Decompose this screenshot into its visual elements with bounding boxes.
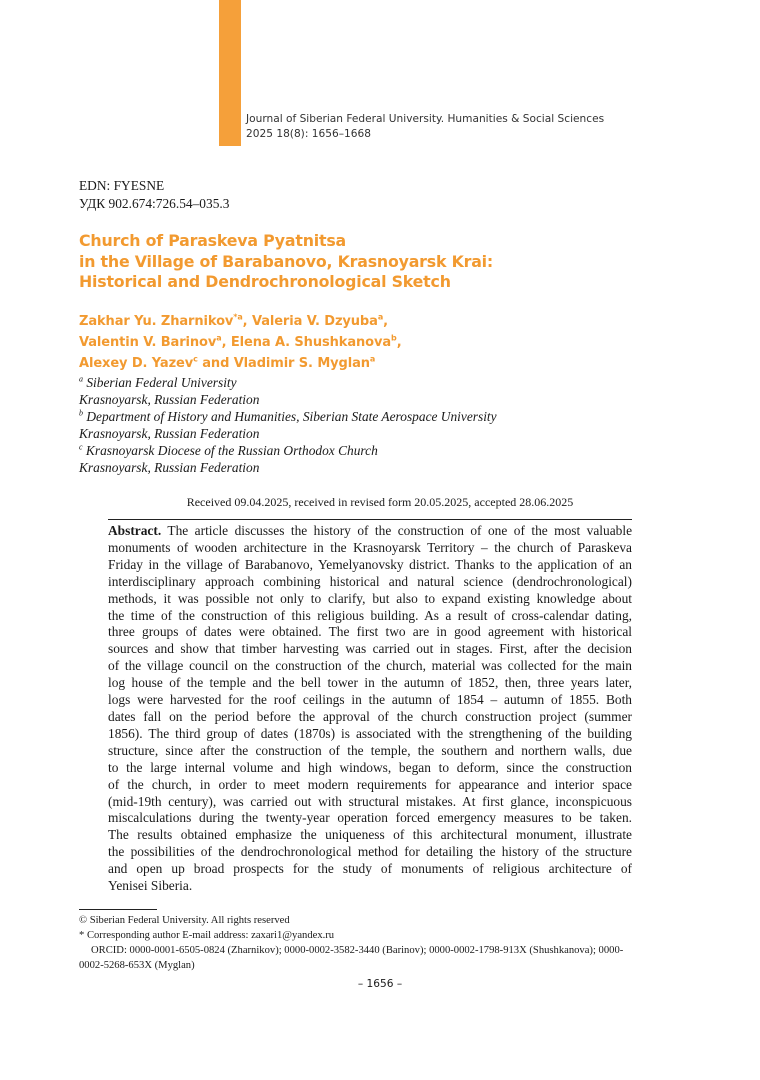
affiliation-org-name: Krasnoyarsk Diocese of the Russian Orthodox Church [85, 443, 378, 458]
journal-accent-bar [219, 0, 241, 146]
footnote-divider [79, 909, 157, 910]
edn-code: EDN: FYESNE [79, 178, 165, 193]
abstract-line: Friday in the village of Barabanovo, Yemelyanovsky district. Thanks to the application of an [108, 556, 632, 572]
title-line: in the Village of Barabanovo, Krasnoyarsk Krai: [79, 251, 494, 271]
author-name: Elena A. Shushkanova [230, 335, 392, 350]
abstract-line: The results obtained emphasize the uniqueness of this architectural monument, illustrate [108, 827, 632, 843]
abstract-line: the possibilities of the dendrochronological method for detailing the history of the structure [108, 844, 632, 860]
author-separator: , [396, 335, 402, 350]
author-affil-mark: c [193, 354, 198, 364]
abstract-line: Yenisei Siberia. [108, 878, 193, 894]
title-line: Historical and Dendrochronological Sketch [79, 272, 451, 291]
author-line [79, 311, 402, 332]
abstract-line: dates fall on the period before the approval of the church construction project (summer [108, 708, 632, 724]
journal-header [246, 112, 604, 142]
affiliation-place: Krasnoyarsk, Russian Federation [79, 460, 260, 475]
affiliations [79, 374, 497, 476]
affiliation-org [79, 442, 497, 459]
abstract-line: methods, it was possible not only to clarify, but also to expand existing knowledge about [108, 590, 632, 606]
affiliation-org-name: Department of History and Humanities, Siberian State Aerospace University [86, 409, 497, 424]
abstract-text: The article discusses the history of the construction of one of the most valuable [167, 523, 633, 538]
author-name: Vladimir S. Myglan [233, 356, 370, 371]
abstract-line [108, 523, 632, 540]
abstract-line: and open up broad prospects for the study of monuments of religious architecture of [108, 861, 632, 877]
author-name: Valeria V. Dzyuba [251, 314, 378, 329]
affiliation-mark: c [79, 442, 83, 452]
author-line [79, 332, 402, 353]
abstract-line: the time of the construction of this religious building. As a result of cross-calendar dating, [108, 607, 632, 623]
author-name: Valentin V. Barinov [79, 335, 217, 350]
author-name: Alexey D. Yazev [79, 356, 194, 371]
article-title [79, 231, 493, 293]
orcid-note-continued: 0002-5268-653X (Myglan) [79, 960, 195, 971]
author-separator: , [221, 335, 231, 350]
author-affil-mark: b [391, 333, 397, 343]
author-affil-mark: a [369, 354, 376, 364]
affiliation-org [79, 408, 497, 425]
corresponding-author-note: * Corresponding author E-mail address: zaxari1@yandex.ru [79, 930, 335, 941]
abstract [108, 523, 632, 895]
page-number: – 1656 – [357, 978, 403, 990]
author-list [79, 311, 402, 374]
affiliation-place: Krasnoyarsk, Russian Federation [79, 426, 260, 441]
abstract-line: logs were harvested for the roof ceilings in the autumn of 1854 – autumn of 1855. Both [108, 692, 632, 708]
affiliation-mark: b [79, 408, 83, 418]
author-separator: and [197, 356, 234, 371]
author-line [79, 353, 402, 374]
abstract-line: three groups of dates were obtained. The first two are in good agreement with historical [108, 624, 632, 640]
footnotes [79, 913, 679, 973]
received-dates: Received 09.04.2025, received in revised form 20.05.2025, accepted 28.06.2025 [186, 495, 574, 509]
identifiers [79, 177, 229, 213]
orcid-note: ORCID: 0000-0001-6505-0824 (Zharnikov); 0000-0002-3582-3440 (Barinov); 0000-0002-1798-913X (Shushkanova); 0000- [91, 945, 624, 956]
copyright-note: © Siberian Federal University. All rights reserved [79, 915, 290, 926]
abstract-line: structure, since after the construction of the temple, the southern and northern walls, due [108, 742, 632, 758]
author-separator: , [383, 314, 388, 329]
abstract-divider [108, 519, 632, 520]
abstract-line: monuments of wooden architecture in the Krasnoyarsk Territory – the church of Paraskeva [108, 539, 632, 555]
author-separator: , [242, 314, 252, 329]
author-affil-mark: *a [233, 312, 243, 322]
affiliation-org [79, 374, 497, 391]
journal-issue: 2025 18(8): 1656–1668 [246, 128, 371, 140]
abstract-line: (mid-19th century), was carried out with structural mistakes. At first glance, inconspicuous [108, 793, 632, 809]
abstract-label: Abstract. [108, 523, 162, 538]
author-affil-mark: a [377, 312, 384, 322]
title-line: Church of Paraskeva Pyatnitsa [79, 231, 346, 250]
abstract-line: miscalculations during the twenty-year operation forced emergency measures to be taken. [108, 810, 632, 826]
udk-code: УДК 902.674:726.54–035.3 [79, 196, 230, 211]
author-affil-mark: a [216, 333, 222, 343]
affiliation-mark: a [79, 374, 83, 384]
abstract-line: of the church, in order to meet modern requirements for appearance and interior space [108, 776, 632, 792]
abstract-line: 1856). The third group of dates (1870s) is associated with the strengthening of the building [108, 725, 632, 741]
abstract-line: to the large internal volume and high windows, began to deform, since the construction [108, 759, 632, 775]
affiliation-place: Krasnoyarsk, Russian Federation [79, 392, 260, 407]
abstract-line: sources and show that timber harvesting was carried out in stages. First, after the decision [108, 641, 632, 657]
journal-name: Journal of Siberian Federal University. Humanities & Social Sciences [246, 113, 605, 125]
abstract-line: interdisciplinary approach combining historical and natural science (dendrochronological) [108, 573, 632, 589]
abstract-line: of the village council on the construction of the church, material was collected for the main [108, 658, 632, 674]
abstract-line: log house of the temple and the bell tower in the autumn of 1852, then, three years later, [108, 675, 632, 691]
affiliation-org-name: Siberian Federal University [86, 375, 237, 390]
author-name: Zakhar Yu. Zharnikov [79, 314, 234, 329]
